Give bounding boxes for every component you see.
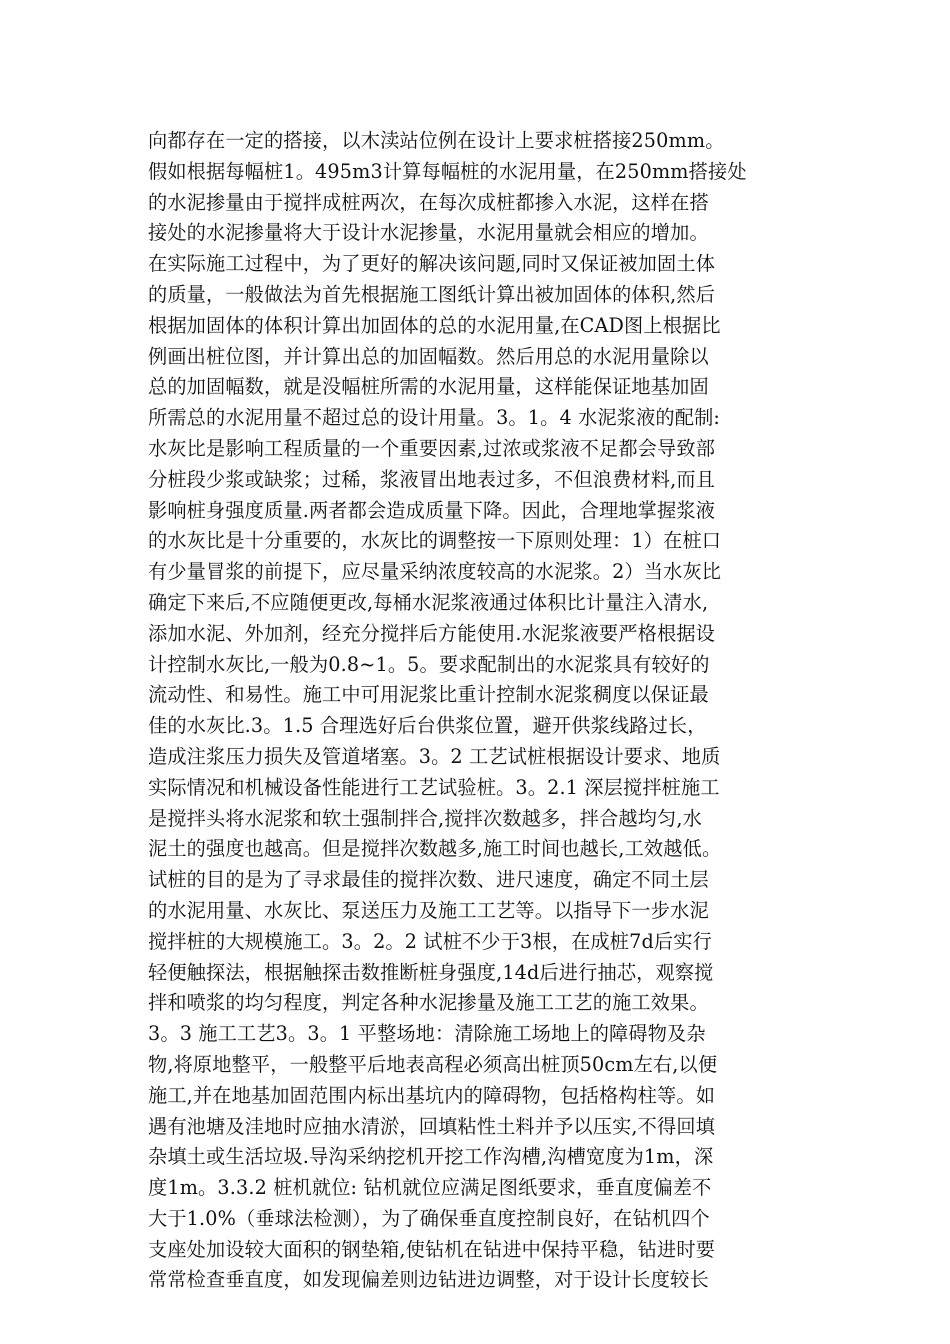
text-line: 有少量冒浆的前提下，应尽量采纳浓度较高的水泥浆。2）当水灰比: [148, 560, 722, 584]
text-line: 的水泥用量、水灰比、泵送压力及施工工艺等。以指导下一步水泥: [148, 898, 709, 922]
text-line: 杂填土或生活垃圾.导沟采纳挖机开挖工作沟槽,沟槽宽度为1m，深: [148, 1145, 714, 1169]
text-line: 常常检查垂直度，如发现偏差则边钻进边调整，对于设计长度较长: [148, 1268, 709, 1292]
text-line: 是搅拌头将水泥浆和软土强制拌合,搅拌次数越多，拌合越均匀,水: [148, 806, 702, 830]
text-line: 根据加固体的体积计算出加固体的总的水泥用量,在CAD图上根据比: [148, 313, 721, 337]
text-line: 大于1.0%（垂球法检测），为了确保垂直度控制良好，在钻机四个: [148, 1206, 710, 1230]
text-line: 在实际施工过程中，为了更好的解决该问题,同时又保证被加固土体: [148, 252, 716, 276]
text-line: 物,将原地整平，一般整平后地表高程必须高出桩顶50cm左右,以便: [148, 1052, 718, 1076]
text-line: 支座处加设较大面积的钢垫箱,使钻机在钻进中保持平稳，钻进时要: [148, 1237, 716, 1261]
text-line: 遇有池塘及洼地时应抽水清淤，回填粘性土料并予以压实,不得回填: [148, 1114, 716, 1138]
text-line: 度1m。3.3.2 桩机就位: 钻机就位应满足图纸要求，垂直度偏差不: [148, 1176, 712, 1200]
text-line: 佳的水灰比.3。1.5 合理选好后台供浆位置，避开供浆线路过长，: [148, 714, 707, 738]
text-line: 3。3 施工工艺3。3。1 平整场地：清除施工场地上的障碍物及杂: [148, 1022, 706, 1046]
body-text: [148, 126, 808, 1296]
text-line: 的水泥掺量由于搅拌成桩两次，在每次成桩都掺入水泥，这样在搭: [148, 190, 709, 214]
text-line: 所需总的水泥用量不超过总的设计用量。3。1。4 水泥浆液的配制:: [148, 406, 721, 430]
text-line: 搅拌桩的大规模施工。3。2。2 试桩不少于3根，在成桩7d后实行: [148, 929, 712, 953]
text-line: 的水灰比是十分重要的，水灰比的调整按一下原则处理：1）在桩口: [148, 529, 722, 553]
text-line: 泥土的强度也越高。但是搅拌次数越多,施工时间也越长,工效越低。: [148, 837, 722, 861]
text-line: 拌和喷浆的均匀程度，判定各种水泥掺量及施工工艺的施工效果。: [148, 991, 709, 1015]
text-line: 造成注浆压力损失及管道堵塞。3。2 工艺试桩根据设计要求、地质: [148, 744, 721, 768]
text-line: 流动性、和易性。施工中可用泥浆比重计控制水泥浆稠度以保证最: [148, 683, 709, 707]
text-line: 例画出桩位图，并计算出总的加固幅数。然后用总的水泥用量除以: [148, 344, 709, 368]
text-line: 确定下来后,不应随便更改,每桶水泥浆液通过体积比计量注入清水,: [148, 590, 709, 614]
text-line: 轻便触探法，根据触探击数推断桩身强度,14d后进行抽芯，观察搅: [148, 960, 714, 984]
text-line: 施工,并在地基加固范围内标出基坑内的障碍物，包括格构柱等。如: [148, 1083, 716, 1107]
text-line: 实际情况和机械设备性能进行工艺试验桩。3。2.1 深层搅拌桩施工: [148, 775, 720, 799]
text-line: 添加水泥、外加剂，经充分搅拌后方能使用.水泥浆液要严格根据设: [148, 621, 716, 645]
text-line: 总的加固幅数，就是没幅桩所需的水泥用量，这样能保证地基加固: [148, 375, 709, 399]
text-line: 接处的水泥掺量将大于设计水泥掺量，水泥用量就会相应的增加。: [148, 221, 709, 245]
text-line: 水灰比是影响工程质量的一个重要因素,过浓或浆液不足都会导致部: [148, 436, 716, 460]
text-line: 假如根据每幅桩1。495m3计算每幅桩的水泥用量，在250mm搭接处: [148, 159, 747, 183]
text-line: 分桩段少浆或缺浆；过稀，浆液冒出地表过多，不但浪费材料,而且: [148, 467, 716, 491]
text-line: 计控制水灰比,一般为0.8~1。5。要求配制出的水泥浆具有较好的: [148, 652, 710, 676]
text-line: 试桩的目的是为了寻求最佳的搅拌次数、进尺速度，确定不同土层: [148, 868, 709, 892]
text-line: 影响桩身强度质量.两者都会造成质量下降。因此，合理地掌握浆液: [148, 498, 716, 522]
text-line: 向都存在一定的搭接，以木渎站位例在设计上要求桩搭接250mm。: [148, 129, 725, 152]
text-line: 的质量，一般做法为首先根据施工图纸计算出被加固体的体积,然后: [148, 282, 716, 306]
